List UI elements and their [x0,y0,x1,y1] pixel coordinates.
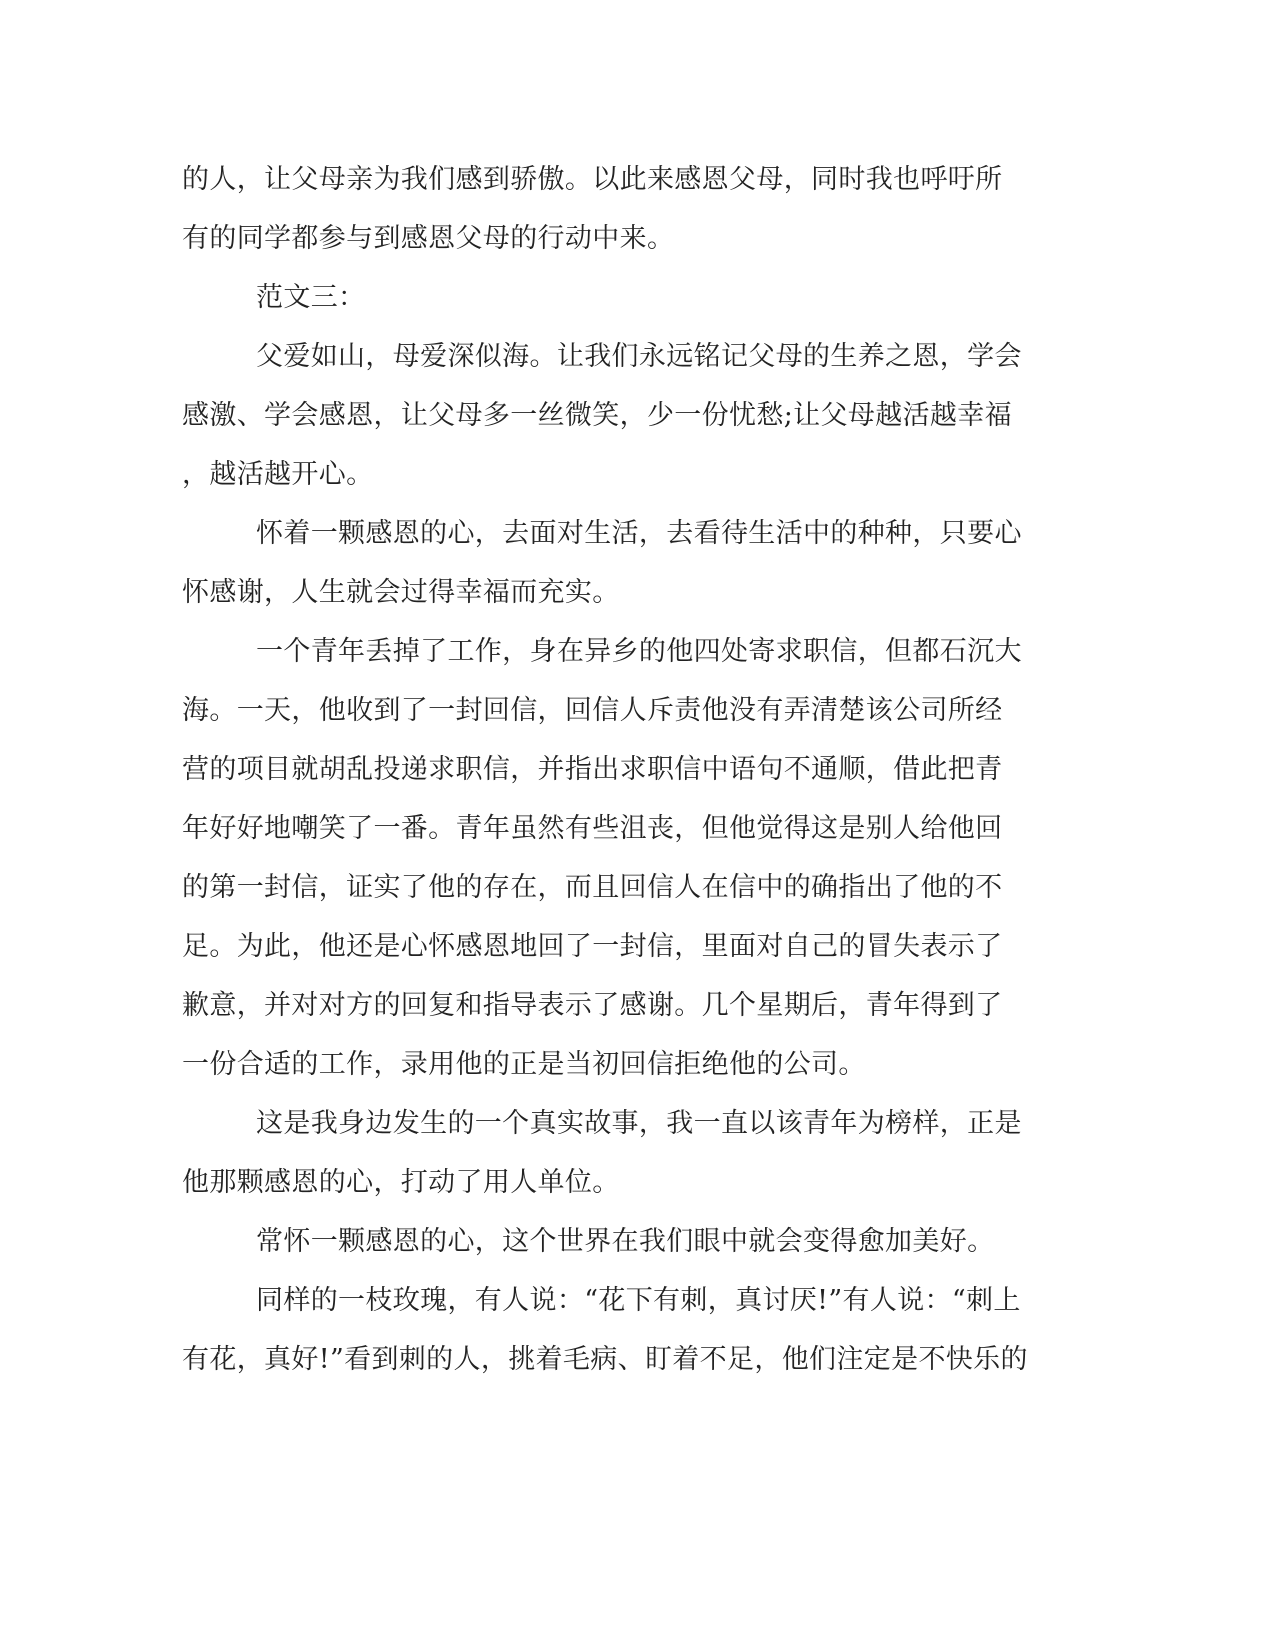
text-line: 营的项目就胡乱投递求职信，并指出求职信中语句不通顺，借此把青 [182,754,1003,785]
text-line: 年好好地嘲笑了一番。青年虽然有些沮丧，但他觉得这是别人给他回 [182,813,1003,844]
text-line: 这是我身边发生的一个真实故事，我一直以该青年为榜样，正是 [256,1108,1022,1139]
text-line: 感激、学会感恩，让父母多一丝微笑，少一份忧愁;让父母越活越幸福 [182,400,1012,431]
text-line: 一个青年丢掉了工作，身在异乡的他四处寄求职信，但都石沉大 [256,636,1022,667]
text-line: 常怀一颗感恩的心，这个世界在我们眼中就会变得愈加美好。 [256,1226,995,1257]
text-line: 足。为此，他还是心怀感恩地回了一封信，里面对自己的冒失表示了 [182,931,1003,962]
text-line: ，越活越开心。 [182,459,374,490]
text-line: 海。一天，他收到了一封回信，回信人斥责他没有弄清楚该公司所经 [182,695,1003,726]
text-line: 怀感谢，人生就会过得幸福而充实。 [182,577,620,608]
text-line: 的人，让父母亲为我们感到骄傲。以此来感恩父母，同时我也呼吁所 [182,164,1003,195]
text-line: 的第一封信，证实了他的存在，而且回信人在信中的确指出了他的不 [182,872,1003,903]
text-line: 怀着一颗感恩的心，去面对生活，去看待生活中的种种，只要心 [256,518,1022,549]
text-line: 有花，真好!”看到刺的人，挑着毛病、盯着不足，他们注定是不快乐的 [182,1344,1028,1375]
text-line: 一份合适的工作，录用他的正是当初回信拒绝他的公司。 [182,1049,866,1080]
text-line: 他那颗感恩的心，打动了用人单位。 [182,1167,620,1198]
text-line: 有的同学都参与到感恩父母的行动中来。 [182,223,675,254]
text-line: 父爱如山，母爱深似海。让我们永远铭记父母的生养之恩，学会 [256,341,1022,372]
text-line: 歉意，并对对方的回复和指导表示了感谢。几个星期后，青年得到了 [182,990,1003,1021]
text-line: 同样的一枝玫瑰，有人说：“花下有刺，真讨厌!”有人说：“刺上 [256,1285,1021,1316]
section-heading: 范文三： [256,282,366,313]
